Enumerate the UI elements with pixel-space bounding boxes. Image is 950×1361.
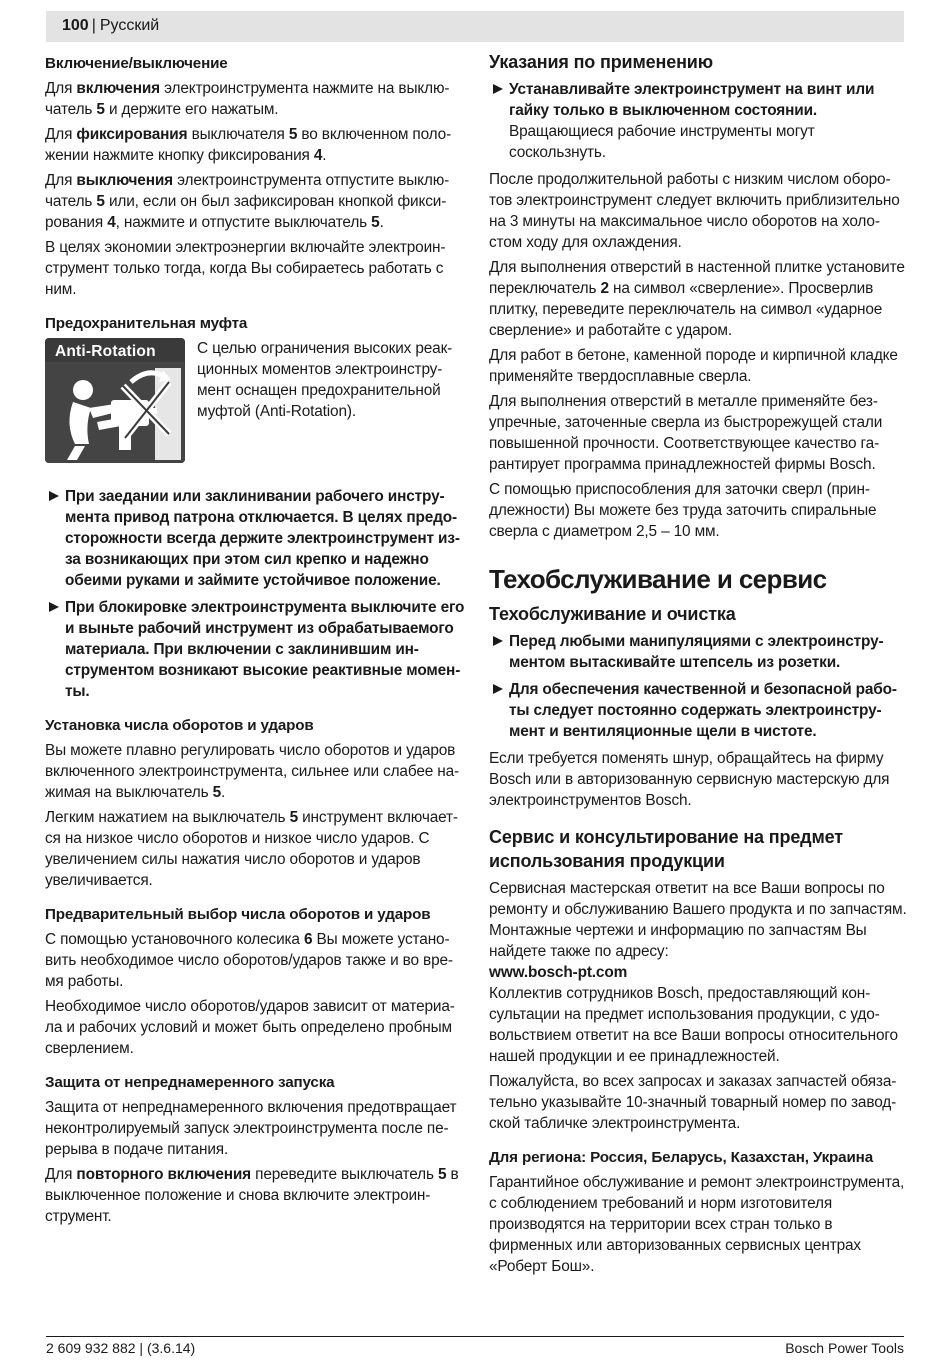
paragraph: Для повторного включения переведите выключатель 5 в выключенное положение и снова включите электроинструмент. bbox=[45, 1166, 459, 1225]
website-link[interactable]: www.bosch-pt.com bbox=[489, 964, 628, 981]
warning-triangle-icon bbox=[49, 491, 59, 501]
paragraph: Для выполнения отверстий в металле применяйте безупречные, заточенные сверла из быстрорежущей стали повышенной прочности. Соответствующее качество гарантирует программа принадлежностей фирмы Bosch. bbox=[489, 393, 883, 473]
paragraph: Вы можете плавно регулировать число оборотов и ударов включенного электроинструмента, сильнее или слабее нажимая на выключатель 5. bbox=[45, 742, 460, 801]
section-title-clutch: Предохранительная муфта bbox=[45, 315, 248, 332]
anti-rotation-description: С целью ограничения высоких реакционных моментов электроинструмент оснащен предохранительной муфтой (Anti-Rotation). bbox=[197, 340, 453, 420]
paragraph: Если требуется поменять шнур, обращайтесь на фирму Bosch или в авторизованную сервисную мастерскую для электроинструментов Bosch. bbox=[489, 750, 890, 809]
section-title-region: Для региона: Россия, Беларусь, Казахстан, Украина bbox=[489, 1149, 873, 1166]
paragraph: Для фиксирования выключателя 5 во включенном положении нажмите кнопку фиксирования 4. bbox=[45, 126, 452, 164]
warning-triangle-icon bbox=[493, 636, 503, 646]
section-title-speed: Установка числа оборотов и ударов bbox=[45, 717, 314, 734]
section-title-consulting: Сервис и консультирование на предмет использования продукции bbox=[489, 827, 843, 871]
warning-triangle-icon bbox=[493, 684, 503, 694]
warning-triangle-icon bbox=[49, 602, 59, 612]
warning-item: Для обеспечения качественной и безопасной работы следует постоянно содержать электроинструмент и вентиляционные щели в чистоте. bbox=[489, 679, 907, 742]
page-number: 100 bbox=[62, 17, 89, 34]
paragraph: Пожалуйста, во всех запросах и заказах запчастей обязательно указывайте 10-значный товарный номер по заводской табличке электроинструмента. bbox=[489, 1073, 897, 1132]
section-title-tips: Указания по применению bbox=[489, 52, 713, 72]
section-title-preselect: Предварительный выбор числа оборотов и ударов bbox=[45, 906, 431, 923]
paragraph: Коллектив сотрудников Bosch, предоставляющий консультации на предмет использования продукции, с удовольствием ответит на все Ваши вопросы относительного нашей продукции и ее принадлежностей. bbox=[489, 985, 898, 1065]
warning-triangle-icon bbox=[493, 84, 503, 94]
section-title-restart: Защита от непреднамеренного запуска bbox=[45, 1074, 335, 1091]
paragraph: Сервисная мастерская ответит на все Ваши вопросы по ремонту и обслуживанию Вашего продукта и по запчастям. Монтажные чертежи и информацию по запчастям Вы найдете также по адресу: bbox=[489, 880, 907, 960]
warning-item: Устанавливайте электроинструмент на винт или гайку только в выключенном состоянии. Вращающиеся рабочие инструменты могут соскользнуть. bbox=[489, 79, 907, 163]
right-column bbox=[489, 50, 907, 1281]
paragraph: Легким нажатием на выключатель 5 инструмент включается на низкое число оборотов и низкое число ударов. С увеличением силы нажатия число оборотов и ударов увеличивается. bbox=[45, 809, 459, 889]
anti-rotation-block bbox=[45, 338, 465, 466]
paragraph: Гарантийное обслуживание и ремонт электроинструмента, с соблюдением требований и норм изготовителя производятся на территории всех стран только в фирменных или авторизованных сервисных центрах «Роберт Бош». bbox=[489, 1174, 905, 1275]
paragraph: Для включения электроинструмента нажмите на выключатель 5 и держите его нажатым. bbox=[45, 80, 450, 118]
section-title-on-off: Включение/выключение bbox=[45, 55, 228, 72]
warning-item: Перед любыми манипуляциями с электроинструментом вытаскивайте штепсель из розетки. bbox=[489, 631, 907, 673]
paragraph: С помощью приспособления для заточки сверл (приндлежности) Вы можете без труда заточить спиральные сверла с диаметром 2,5 – 10 мм. bbox=[489, 481, 877, 540]
section-title-cleaning: Техобслуживание и очистка bbox=[489, 604, 736, 624]
paragraph: Необходимое число оборотов/ударов зависит от материала и рабочих условий и может быть определено пробным сверлением. bbox=[45, 998, 455, 1057]
warning-item: При блокировке электроинструмента выключите его и выньте рабочий инструмент из обрабатываемого материала. При включении с заклинившим инструментом возникают высокие реактивные моменты. bbox=[45, 597, 465, 702]
paragraph: Для работ в бетоне, каменной породе и кирпичной кладке применяйте твердосплавные сверла. bbox=[489, 347, 898, 385]
footer-doc-number: 2 609 932 882 | (3.6.14) bbox=[46, 1340, 196, 1356]
page-language: Русский bbox=[99, 17, 160, 34]
page-header: 100 | Русский bbox=[62, 17, 160, 34]
paragraph: С помощью установочного колесика 6 Вы можете установить необходимое число оборотов/ударов также и во время работы. bbox=[45, 931, 454, 990]
header-bar bbox=[46, 11, 904, 42]
paragraph: В целях экономии электроэнергии включайте электроинструмент только тогда, когда Вы собираетесь работать с ним. bbox=[45, 239, 446, 298]
footer-brand: Bosch Power Tools bbox=[785, 1340, 904, 1356]
anti-rotation-icon bbox=[45, 338, 185, 463]
paragraph: Для выключения электроинструмента отпустите выключатель 5 или, если он был зафиксирован кнопкой фиксирования 4, нажмите и отпустите выключатель 5. bbox=[45, 172, 450, 231]
paragraph: Защита от непреднамеренного включения предотвращает неконтролируемый запуск электроинструмента после перерыва в подаче питания. bbox=[45, 1099, 457, 1158]
left-column bbox=[45, 50, 465, 1231]
chapter-title-service: Техобслуживание и сервис bbox=[489, 564, 827, 594]
paragraph: После продолжительной работы с низким числом оборотов электроинструмент следует включить приблизительно на 3 минуты на максимальное число оборотов на холостом ходу для охлаждения. bbox=[489, 171, 900, 251]
footer-divider bbox=[46, 1336, 904, 1337]
warning-item: При заедании или заклинивании рабочего инструмента привод патрона отключается. В целях предосторожности всегда держите электроинструмент из-за возникающих при этом сил крепко и надежно обеими руками и займите устойчивое положение. bbox=[45, 486, 465, 591]
paragraph: Для выполнения отверстий в настенной плитке установите переключатель 2 на символ «сверление». Просверлив плитку, переведите переключатель на символ «ударное сверление» и работайте с ударом. bbox=[489, 259, 905, 339]
anti-rotation-label: Anti-Rotation bbox=[55, 343, 156, 360]
